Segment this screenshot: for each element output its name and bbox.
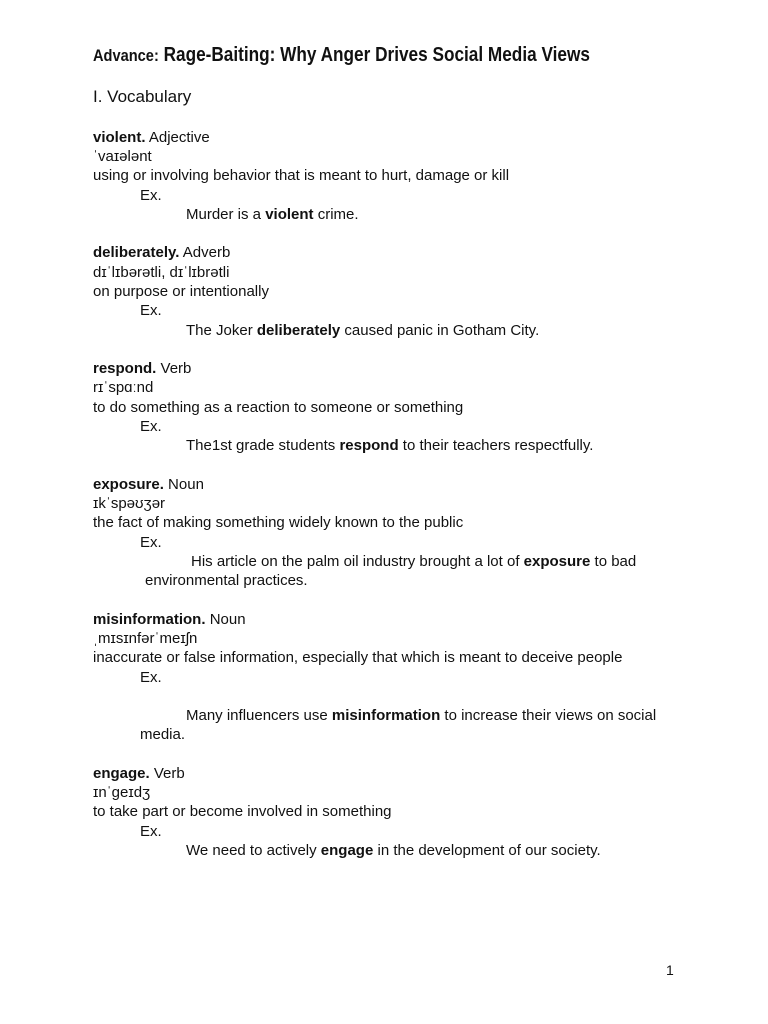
example-sentence-continued: media. (140, 726, 186, 743)
entry-pronunciation: dɪˈlɪbərətli, dɪˈlɪbrətli (93, 264, 230, 281)
entry-definition: to do something as a reaction to someone or something (93, 399, 464, 416)
entry-definition: to take part or become involved in something (93, 803, 392, 820)
example-sentence: The1st grade students respond to their teachers respectfully. (186, 437, 594, 454)
example-sentence-continued: environmental practices. (145, 572, 308, 589)
example-label: Ex. (140, 418, 162, 435)
example-label: Ex. (140, 669, 162, 686)
title-prefix: Advance: (93, 46, 159, 65)
entry-headword: respond. Verb (93, 360, 192, 377)
page-number: 1 (666, 962, 674, 978)
example-label: Ex. (140, 302, 162, 319)
example-sentence: We need to actively engage in the development of our society. (186, 842, 601, 859)
entry-headword: misinformation. Noun (93, 611, 246, 628)
entry-pronunciation: rɪˈspɑːnd (93, 379, 154, 396)
entry-definition: the fact of making something widely known to the public (93, 514, 464, 531)
entry-headword: exposure. Noun (93, 476, 204, 493)
example-sentence: Many influencers use misinformation to increase their views on social (186, 707, 657, 724)
example-label: Ex. (140, 823, 162, 840)
entry-definition: inaccurate or false information, especially that which is meant to deceive people (93, 649, 623, 666)
entry-headword: deliberately. Adverb (93, 244, 231, 261)
entry-headword: violent. Adjective (93, 129, 210, 146)
example-label: Ex. (140, 187, 162, 204)
entry-pronunciation: ˌmɪsɪnfərˈmeɪʃn (93, 630, 198, 647)
entry-definition: on purpose or intentionally (93, 283, 269, 300)
example-sentence: His article on the palm oil industry brought a lot of exposure to bad (191, 553, 637, 570)
entry-pronunciation: ɪnˈɡeɪdʒ (93, 784, 151, 801)
section-heading: I. Vocabulary (93, 87, 192, 106)
title-text: Rage-Baiting: Why Anger Drives Social Media Views (163, 44, 590, 66)
example-sentence: The Joker deliberately caused panic in Gotham City. (186, 322, 540, 339)
example-label: Ex. (140, 534, 162, 551)
page-title (93, 44, 590, 67)
entry-definition: using or involving behavior that is meant to hurt, damage or kill (93, 167, 510, 184)
entry-headword: engage. Verb (93, 765, 185, 782)
example-sentence: Murder is a violent crime. (186, 206, 359, 223)
entry-pronunciation: ˈvaɪələnt (93, 148, 152, 165)
entry-pronunciation: ɪkˈspəʊʒər (93, 495, 166, 512)
